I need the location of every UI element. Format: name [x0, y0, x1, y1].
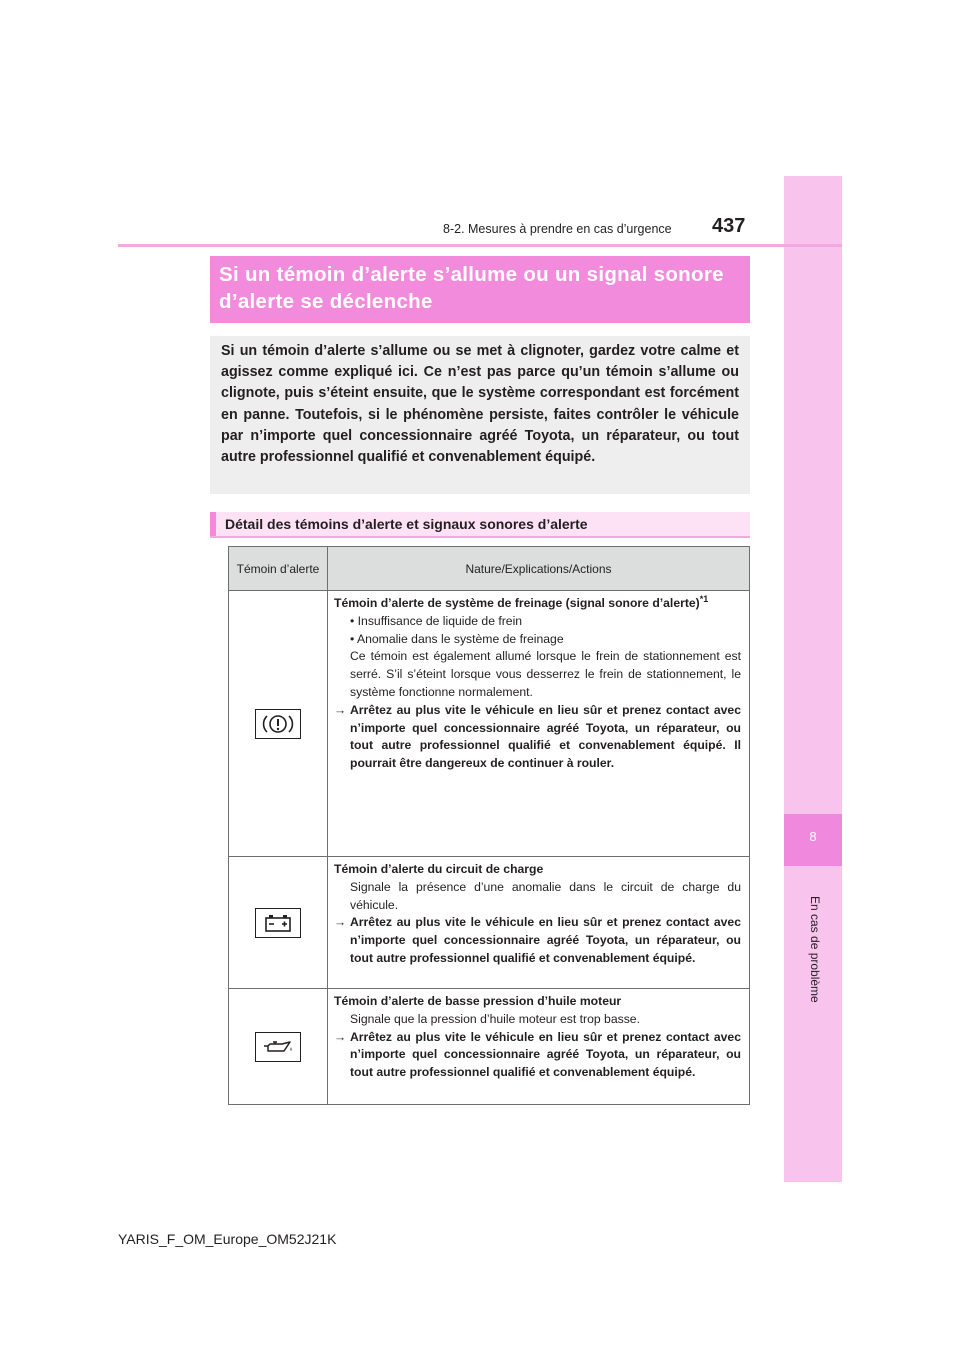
- chapter-label: En cas de problème: [808, 896, 822, 1003]
- brake-warning-icon: [255, 709, 301, 739]
- footnote-marker: *1: [699, 593, 709, 604]
- page-number: 437: [712, 215, 746, 237]
- warning-lights-table: [228, 546, 750, 1105]
- subheading-marker: [210, 512, 216, 537]
- explanation: Signale la présence d’une anomalie dans le circuit de charge du véhicule.: [350, 879, 741, 912]
- chapter-number: 8: [809, 829, 817, 844]
- intro-text: Si un témoin d’alerte s’allume ou se met à clignoter, gardez votre calme et agissez comme expliqué ici. Ce n’est pas parce qu’un témoin s’allume ou clignote, puis s’éteint ensuite, que le système correspondant est forcément en panne. Toutefois, si le phénomène persiste, faites contrôler le véhicule par n’importe quel concessionnaire agréé Toyota, un réparateur, ou tout autre professionnel qualifié et convenablement équipé.: [221, 343, 739, 466]
- header-rule: [118, 244, 842, 247]
- explanation: Ce témoin est également allumé lorsque le frein de stationnement est serré. S’il s’éteint lorsque vous desserrez le frein de stationnement, le système fonctionne normalement.: [350, 649, 741, 699]
- action-item: [334, 1029, 741, 1082]
- table-header-warning-light: Témoin d’alerte: [229, 547, 328, 591]
- subheading: Détail des témoins d’alerte et signaux sonores d’alerte: [225, 516, 588, 532]
- oil-pressure-icon: [255, 1032, 301, 1062]
- action-text: Arrêtez au plus vite le véhicule en lieu sûr et prenez contact avec n’importe quel concessionnaire agréé Toyota, un réparateur, ou tout autre professionnel qualifié et convenablement équipé.: [350, 1029, 741, 1080]
- battery-charging-icon: [255, 908, 301, 938]
- list-item: • Anomalie dans le système de freinage: [350, 631, 564, 646]
- icon-cell: [229, 857, 328, 989]
- arrow-icon: →: [334, 1029, 347, 1044]
- row-title-text: Témoin d’alerte de système de freinage (signal sonore d’alerte): [334, 596, 700, 610]
- arrow-icon: →: [334, 915, 347, 930]
- arrow-icon: →: [334, 702, 347, 717]
- table-header-row: [229, 547, 750, 591]
- page-title: Si un témoin d’alerte s’allume ou un signal sonore d’alerte se déclenche: [219, 263, 724, 313]
- subheading-rule: [210, 536, 750, 538]
- list-item: • Insuffisance de liquide de frein: [350, 613, 523, 628]
- explanation: Signale que la pression d’huile moteur est trop basse.: [350, 1011, 640, 1026]
- row-title: [334, 595, 741, 613]
- list-item-text: Insuffisance de liquide de frein: [357, 613, 523, 628]
- table-row: [229, 989, 750, 1105]
- document-footer: YARIS_F_OM_Europe_OM52J21K: [118, 1231, 337, 1247]
- list-item-text: Anomalie dans le système de freinage: [356, 631, 564, 646]
- description-cell: [328, 857, 750, 989]
- table-row: [229, 591, 750, 857]
- action-text: Arrêtez au plus vite le véhicule en lieu sûr et prenez contact avec n’importe quel concessionnaire agréé Toyota, un réparateur, ou tout autre professionnel qualifié et convenablement équipé.: [350, 915, 741, 965]
- table-row: [229, 857, 750, 989]
- description-cell: [328, 989, 750, 1105]
- action-text: Arrêtez au plus vite le véhicule en lieu sûr et prenez contact avec n’importe quel concessionnaire agréé Toyota, un réparateur, ou tout autre professionnel qualifié et convenablement équipé. Il pourrait être dangereux de continuer à rouler.: [350, 702, 741, 771]
- action-item: [334, 914, 741, 967]
- row-title: Témoin d’alerte du circuit de charge: [334, 862, 544, 876]
- table-header-description: Nature/Explications/Actions: [328, 547, 750, 591]
- icon-cell: [229, 591, 328, 857]
- section-title: 8-2. Mesures à prendre en cas d’urgence: [443, 222, 672, 236]
- chapter-side-tab: [784, 176, 842, 1182]
- row-title: Témoin d’alerte de basse pression d’huile moteur: [334, 994, 622, 1008]
- icon-cell: [229, 989, 328, 1105]
- description-cell: [328, 591, 750, 857]
- action-item: [334, 702, 741, 773]
